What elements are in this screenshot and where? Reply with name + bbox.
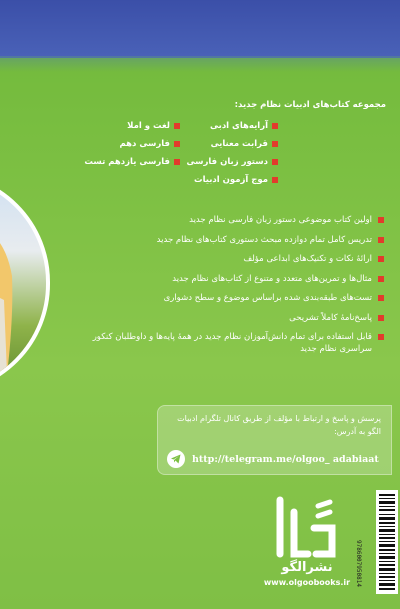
bullet-icon: [174, 123, 180, 129]
barcode-bars: [376, 490, 398, 594]
contact-box: [157, 405, 392, 475]
series-item: [120, 139, 181, 149]
bullet-icon: [378, 256, 384, 262]
series-item-label: لغت و املا: [127, 121, 170, 131]
series-item: [210, 121, 278, 131]
feature-item: [74, 292, 384, 304]
cover-illustration: [0, 172, 50, 394]
feature-item: [74, 234, 384, 246]
bullet-icon: [378, 315, 384, 321]
bullet-icon: [378, 295, 384, 301]
feature-list: [74, 214, 384, 363]
top-blue-band: [0, 0, 400, 58]
series-item-label: فارسی دهم: [119, 139, 170, 149]
bullet-icon: [272, 177, 278, 183]
bullet-icon: [378, 237, 384, 243]
series-item: [211, 139, 278, 149]
series-item-label: قرابت معنایی: [210, 139, 268, 149]
bullet-icon: [174, 159, 180, 165]
feature-text: قابل استفاده برای تمام دانش‌آموزان نظام جدید در همهٔ پایه‌ها و داوطلبان کنکور سراسری نظام جدید: [92, 332, 372, 354]
telegram-link[interactable]: http://telegram.me/olgoo_ adabiaat: [192, 454, 379, 465]
series-item: [127, 121, 180, 131]
series-item-label: دستور زبان فارسی: [186, 157, 268, 167]
series-item: [194, 175, 278, 185]
bullet-icon: [272, 159, 278, 165]
feature-item: [74, 273, 384, 285]
feature-item: [74, 253, 384, 265]
feature-item: [74, 312, 384, 324]
contact-text: پرسش و پاسخ و ارتباط با مؤلف از طریق کانال تلگرام ادبیات الگو به آدرس:: [177, 414, 381, 436]
publisher-name: نشرالگو: [281, 560, 333, 575]
barcode: [376, 490, 398, 594]
bullet-icon: [174, 141, 180, 147]
olgoo-logo: [272, 492, 342, 562]
bullet-icon: [272, 141, 278, 147]
telegram-icon[interactable]: [167, 450, 185, 468]
series-item-label: آرایه‌های ادبی: [210, 121, 268, 131]
feature-text: مثال‌ها و تمرین‌های متعدد و متنوع از کتاب‌های نظام جدید: [172, 273, 372, 284]
bullet-icon: [378, 276, 384, 282]
feature-text: پاسخ‌نامهٔ کاملاً تشریحی: [289, 312, 372, 323]
series-list: [56, 121, 386, 193]
series-item-label: فارسی یازدهم تست: [84, 157, 170, 167]
series-heading: مجموعه کتاب‌های ادبیات نظام جدید:: [234, 100, 386, 110]
series-item-label: موج آزمون ادبیات: [194, 175, 268, 185]
feature-text: اولین کتاب موضوعی دستور زبان فارسی نظام جدید: [189, 215, 372, 225]
feature-item: [74, 214, 384, 226]
isbn-number: 9786007950814: [355, 540, 362, 587]
feature-item: [74, 331, 384, 355]
bullet-icon: [272, 123, 278, 129]
publisher-logo: [272, 492, 342, 562]
series-item: [187, 157, 278, 167]
publisher-website[interactable]: www.olgoobooks.ir: [263, 578, 351, 587]
feature-text: تست‌های طبقه‌بندی شده براساس موضوع و سطح دشواری: [163, 293, 372, 303]
woman-illustration: [0, 176, 50, 394]
bullet-icon: [378, 334, 384, 340]
series-item: [84, 157, 180, 167]
feature-text: تدریس کامل تمام دوازده مبحث دستوری کتاب‌های نظام جدید: [156, 234, 372, 245]
feature-text: ارائهٔ نکات و تکنیک‌های ابداعی مؤلف: [243, 254, 372, 264]
bullet-icon: [378, 217, 384, 223]
